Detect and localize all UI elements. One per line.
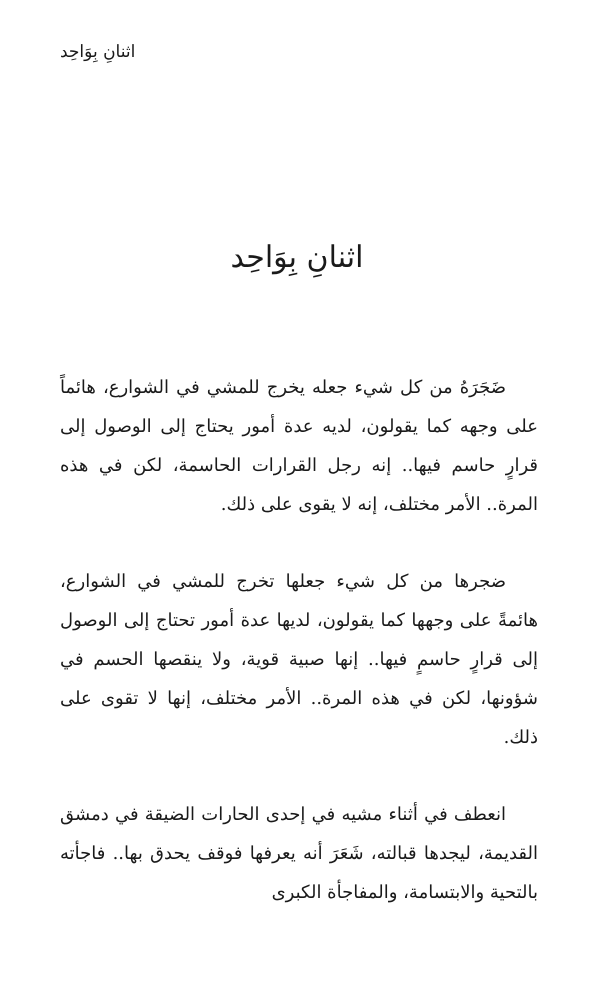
running-header: اثنانِ بِوَاحِد	[60, 42, 136, 62]
chapter-title: اثنانِ بِوَاحِد	[230, 240, 364, 275]
paragraph-3: انعطف في أثناء مشيه في إحدى الحارات الضيقة في دمشق القديمة، ليجدها قبالته، شَعَرَ أنه يعرفها فوقف يحدق بها.. فاجأته بالتحية والابتسامة، والمفاجأة الكبرى	[60, 804, 538, 903]
paragraph-2: ضجرها من كل شيء جعلها تخرج للمشي في الشوارع، هائمةً على وجهها كما يقولون، لديها عدة أمور تحتاج إلى الوصول إلى قرارٍ حاسمٍ فيها.. إنها صبية قوية، ولا ينقصها الحسم في شؤونها، لكن في هذه المرة.. الأمر مختلف، إنها لا تقوى على ذلك.	[60, 571, 538, 748]
body-text	[60, 368, 538, 950]
paragraph-1: ضَجَرَهُ من كل شيء جعله يخرج للمشي في الشوارع، هائماً على وجهه كما يقولون، لديه عدة أمور يحتاج إلى الوصول إلى قرارٍ حاسم فيها.. إنه رجل القرارات الحاسمة، لكن في هذه المرة.. الأمر مختلف، إنه لا يقوى على ذلك.	[60, 377, 538, 515]
